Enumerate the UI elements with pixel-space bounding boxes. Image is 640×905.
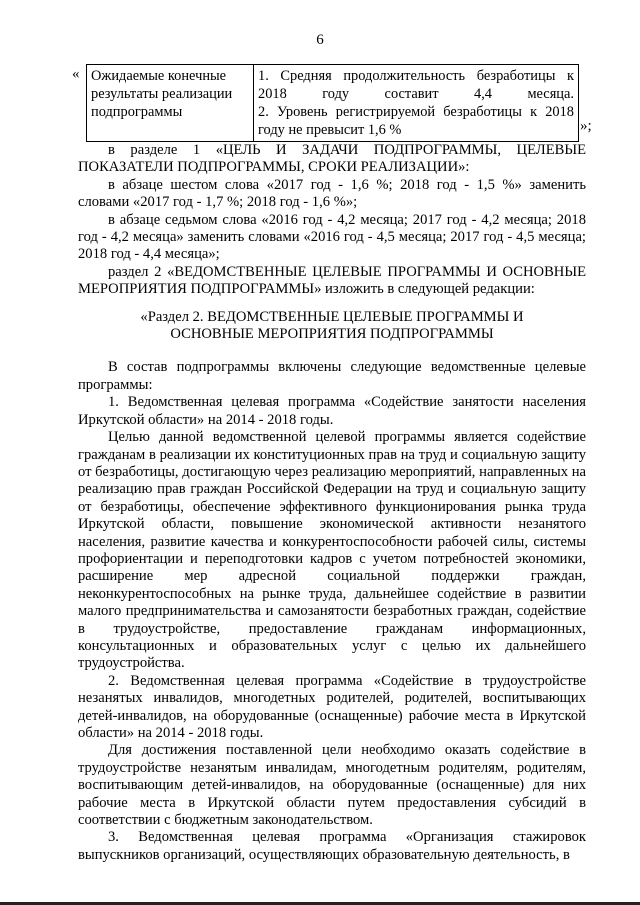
result-2: 2. Уровень регистрируемой безработицы к 2018 году не превысит 1,6 % bbox=[258, 104, 574, 138]
paragraph-program1-goal: Целью данной ведомственной целевой программы является содействие гражданам в реализации их конституционных прав на труд и социальную защиту от безработицы, достигающую через реализацию мероприятий, направленных на реализацию прав граждан Российской Федерации на труд и социальную защиту от безработицы, обеспечение эффективного функционирования рынка труда Иркутской области, повышение экономической активности незанятого населения, развитие качества и конкурентоспособности рабочей силы, системы профориентации и переподготовки кадров с учетом потребностей экономики, расширение мер адресной социальной поддержки граждан, неконкурентоспособных на рынке труда, дальнейшее содействие в развитии малого предпринимательства и самозанятости безработных граждан, содействие в трудоустройстве, предоставление гражданам информационных, консультационных и образовательных услуг с целью их дальнейшего трудоустройства. bbox=[78, 429, 586, 672]
results-values bbox=[254, 65, 579, 142]
page-number: 6 bbox=[316, 32, 324, 48]
paragraph-program1: 1. Ведомственная целевая программа «Содействие занятости населения Иркутской области» на 2014 - 2018 годы. bbox=[78, 394, 586, 428]
section-heading-line1: «Раздел 2. ВЕДОМСТВЕННЫЕ ЦЕЛЕВЫЕ ПРОГРАММЫ И bbox=[140, 308, 524, 325]
quote-close: »; bbox=[580, 118, 592, 134]
quote-open: « bbox=[72, 66, 80, 82]
results-table bbox=[86, 64, 579, 142]
paragraph-composition: В состав подпрограммы включены следующие ведомственные целевые программы: bbox=[78, 359, 586, 393]
paragraph-program2-goal: Для достижения поставленной цели необходимо оказать содействие в трудоустройстве незанятым инвалидам, многодетным родителям, родителям, воспитывающим детей-инвалидов, на оборудованные (оснащенные) для них рабочие места в Иркутской области путем предоставления субсидий в соответствии с бюджетным законодательством. bbox=[78, 742, 586, 829]
paragraph-abzac6: в абзаце шестом слова «2017 год - 1,6 %; 2018 год - 1,5 %» заменить словами «2017 год - 1,7 %; 2018 год - 1,6 %»; bbox=[78, 176, 586, 211]
paragraph-program3: 3. Ведомственная целевая программа «Организация стажировок выпускников организаций, осуществляющих образовательную деятельность, в bbox=[78, 829, 586, 863]
document-body bbox=[78, 142, 586, 864]
paragraph-abzac7: в абзаце седьмом слова «2016 год - 4,2 месяца; 2017 год - 4,2 месяца; 2018 год - 4,2 месяца» заменить словами «2016 год - 4,5 месяца; 2017 год - 4,5 месяца; 2018 год - 4,4 месяца»; bbox=[78, 211, 586, 263]
section-heading-line2: ОСНОВНЫЕ МЕРОПРИЯТИЯ ПОДПРОГРАММЫ bbox=[170, 326, 494, 343]
paragraph-section1: в разделе 1 «ЦЕЛЬ И ЗАДАЧИ ПОДПРОГРАММЫ, ЦЕЛЕВЫЕ ПОКАЗАТЕЛИ ПОДПРОГРАММЫ, СРОКИ РЕАЛИЗАЦИИ»: bbox=[78, 142, 586, 176]
paragraph-program2: 2. Ведомственная целевая программа «Содействие в трудоустройстве незанятых инвалидов, многодетных родителей, родителей, воспитывающих детей-инвалидов, на оборудованные (оснащенные) рабочие места в Иркутской области» на 2014 - 2018 годы. bbox=[78, 672, 586, 741]
results-label: Ожидаемые конечные результаты реализации подпрограммы bbox=[87, 65, 254, 142]
result-1: 1. Средняя продолжительность безработицы к 2018 году составит 4,4 месяца. bbox=[258, 68, 574, 102]
paragraph-section2: раздел 2 «ВЕДОМСТВЕННЫЕ ЦЕЛЕВЫЕ ПРОГРАММЫ И ОСНОВНЫЕ МЕРОПРИЯТИЯ ПОДПРОГРАММЫ» изложить в следующей редакции: bbox=[78, 263, 586, 298]
